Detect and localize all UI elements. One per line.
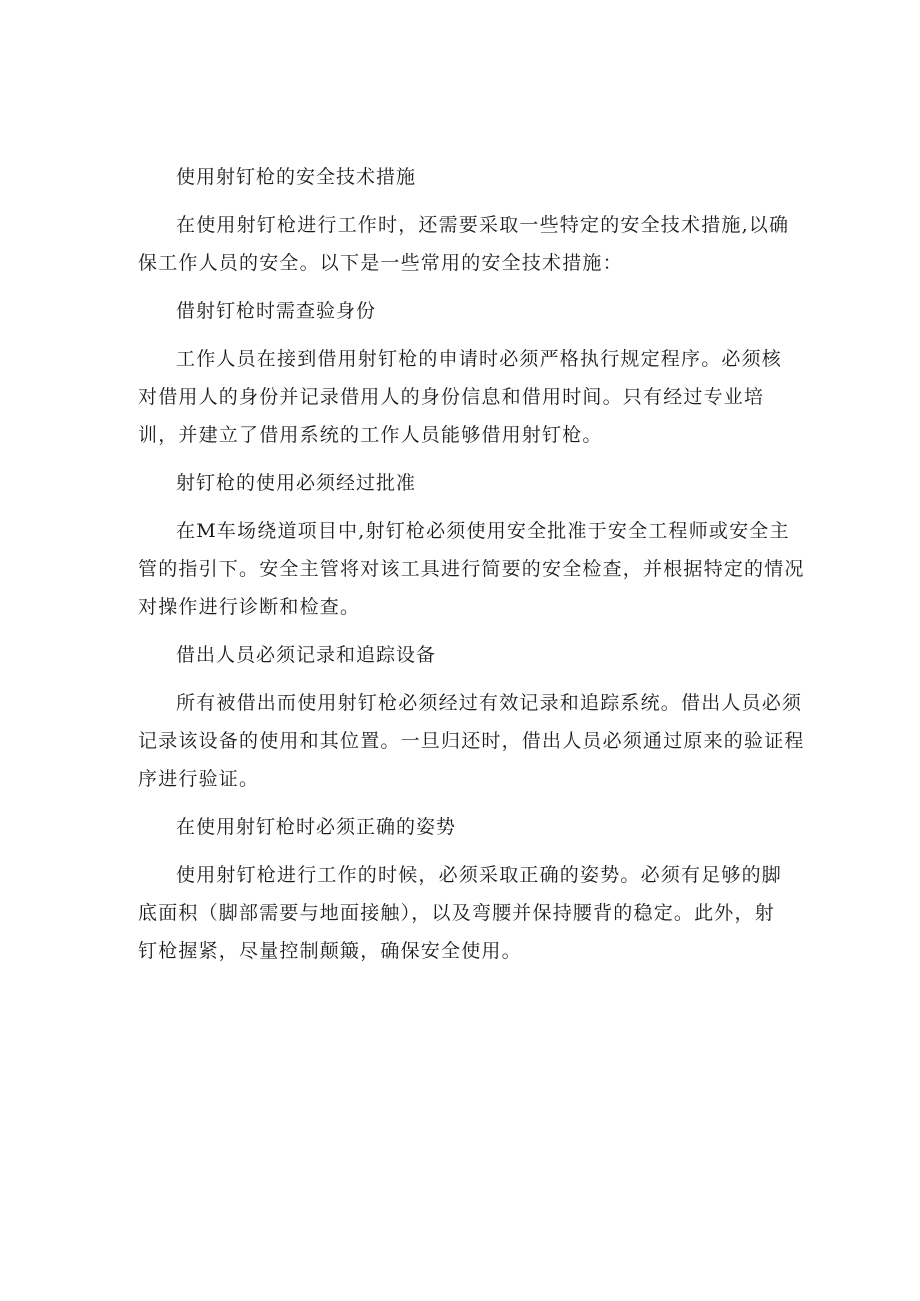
section-paragraph [138, 684, 805, 798]
paragraph-line: 在使用射钉枪进行工作时，还需要采取一些特定的安全技术措施,以确 [176, 214, 790, 236]
paragraph-line: 对借用人的身份并记录借用人的身份信息和借用时间。只有经过专业培 [138, 386, 765, 408]
paragraph-line: 保工作人员的安全。以下是一些常用的安全技术措施： [138, 252, 623, 274]
paragraph-line: 训，并建立了借用系统的工作人员能够借用射钉枪。 [138, 424, 603, 446]
paragraph-line: 所有被借出而使用射钉枪必须经过有效记录和追踪系统。借出人员必须 [176, 692, 803, 714]
section-heading: 在使用射钉枪时必须正确的姿势 [176, 816, 457, 838]
paragraph-line: 使用射钉枪进行工作的时候，必须采取正确的姿势。必须有足够的脚 [176, 864, 783, 886]
section-heading: 借出人员必须记录和追踪设备 [176, 644, 437, 666]
paragraph-line: 管的指引下。安全主管将对该工具进行简要的安全检查，并根据特定的情况 [138, 558, 805, 580]
paragraph-line: 工作人员在接到借用射钉枪的申请时必须严格执行规定程序。必须核 [176, 348, 783, 370]
section-paragraph [138, 856, 798, 970]
section-paragraph [138, 340, 798, 454]
document-page [138, 158, 805, 980]
section-paragraph [138, 206, 798, 282]
paragraph-line: 钉枪握紧，尽量控制颠簸，确保安全使用。 [138, 940, 522, 962]
paragraph-line: 序进行验证。 [138, 768, 260, 790]
section-heading: 射钉枪的使用必须经过批准 [176, 472, 417, 494]
section-paragraph [138, 512, 805, 626]
section-heading: 使用射钉枪的安全技术措施 [176, 166, 417, 188]
paragraph-line: 在M车场绕道项目中,射钉枪必须使用安全批准于安全工程师或安全主 [176, 520, 790, 542]
section-heading: 借射钉枪时需查验身份 [176, 300, 377, 322]
paragraph-line: 记录该设备的使用和其位置。一旦归还时，借出人员必须通过原来的验证程 [138, 730, 805, 752]
paragraph-line: 对操作进行诊断和检查。 [138, 596, 361, 618]
paragraph-line: 底面积（脚部需要与地面接触），以及弯腰并保持腰背的稳定。此外，射 [138, 902, 775, 924]
